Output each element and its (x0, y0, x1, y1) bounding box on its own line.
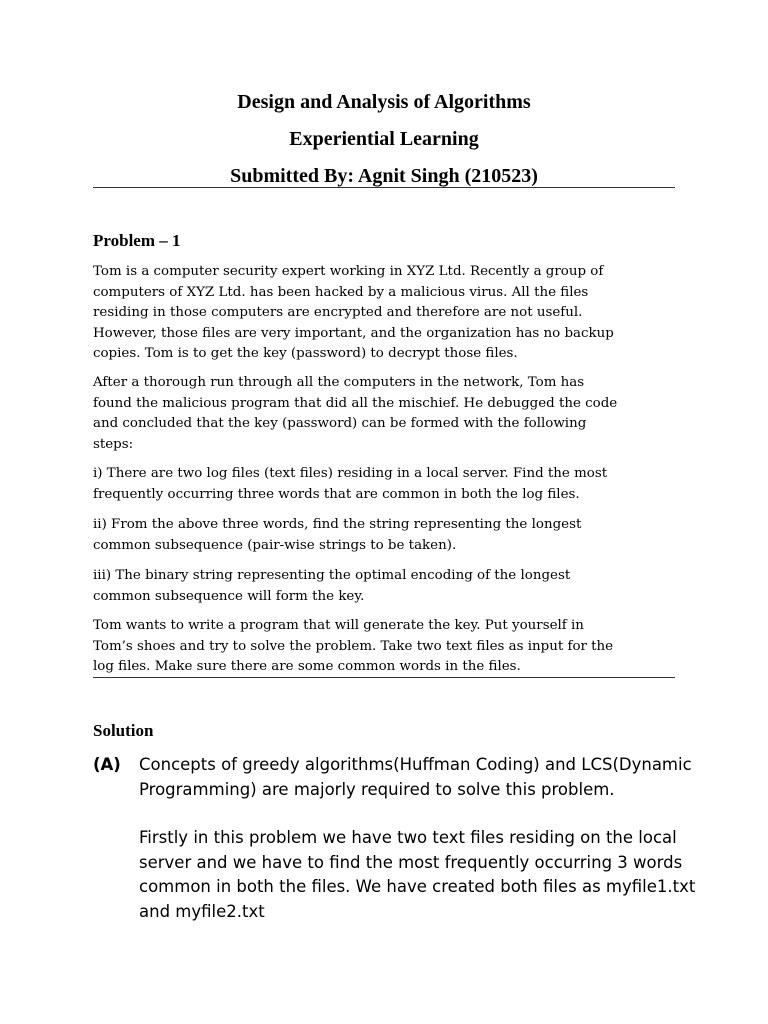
text-line: However, those files are very important, and the organization has no backup (93, 325, 614, 341)
problem-paragraph (93, 373, 693, 455)
problem-paragraph (93, 262, 693, 365)
text-line: computers of XYZ Ltd. has been hacked by a malicious virus. All the files (93, 284, 589, 300)
section-marker: (A) (93, 755, 121, 774)
solution-heading: Solution (93, 721, 154, 740)
step-two (93, 515, 693, 556)
text-line: log files. Make sure there are some common words in the files. (93, 659, 521, 674)
step-one (93, 464, 693, 505)
text-line: copies. Tom is to get the key (password) to decrypt those files. (93, 346, 518, 361)
text-line: common subsequence will form the key. (93, 588, 365, 604)
text-line: iii) The binary string representing the optimal encoding of the longest (93, 568, 571, 583)
text-line: After a thorough run through all the computers in the network, Tom has (93, 375, 585, 390)
text-line: and myfile2.txt (139, 901, 265, 921)
text-line: i) There are two log files (text files) residing in a local server. Find the most (93, 466, 608, 481)
text-line: Concepts of greedy algorithms(Huffman Coding) and LCS(Dynamic (139, 755, 692, 774)
text-line: Tom is a computer security expert working in XYZ Ltd. Recently a group of (93, 264, 604, 279)
solution-paragraph (139, 826, 699, 924)
solution-paragraph (139, 753, 699, 802)
document-subtitle: Experiential Learning (289, 128, 479, 150)
problem-heading: Problem – 1 (93, 231, 181, 250)
text-line: common subsequence (pair-wise strings to be taken). (93, 537, 457, 553)
text-line: server and we have to find the most frequently occurring 3 words (139, 852, 683, 872)
text-line: Tom wants to write a program that will generate the key. Put yourself in (93, 618, 584, 633)
text-line: frequently occurring three words that are common in both the log files. (93, 486, 580, 502)
text-line: steps: (93, 436, 134, 452)
text-line: common in both the files. We have created both files as myfile1.txt (139, 877, 696, 896)
submitted-by: Submitted By: Agnit Singh (210523) (230, 165, 538, 187)
text-line: found the malicious program that did all the mischief. He debugged the code (93, 395, 618, 411)
text-line: Programming) are majorly required to solve this problem. (139, 779, 615, 799)
text-line: and concluded that the key (password) can be formed with the following (93, 416, 587, 431)
problem-divider (93, 677, 675, 678)
text-line: residing in those computers are encrypted and therefore are not useful. (93, 305, 583, 320)
text-line: ii) From the above three words, find the string representing the longest (93, 517, 582, 532)
problem-task-paragraph (93, 616, 693, 678)
text-line: Tom’s shoes and try to solve the problem. Take two text files as input for the (93, 638, 614, 654)
header-divider (93, 187, 675, 188)
document-title: Design and Analysis of Algorithms (237, 91, 531, 113)
step-three (93, 566, 693, 607)
text-line: Firstly in this problem we have two text files residing on the local (139, 828, 677, 847)
